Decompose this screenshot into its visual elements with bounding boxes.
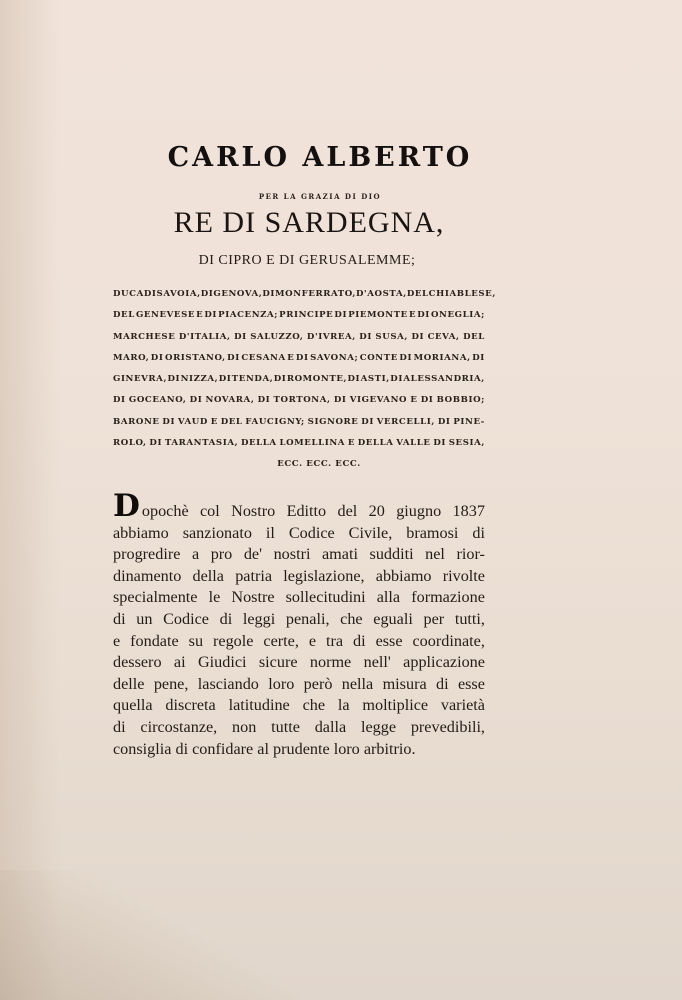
titles-block [113, 284, 496, 476]
body-line: quella discreta latitudine che la moltiplice varietà [113, 696, 485, 715]
body-line: di circostanze, non tutte dalla legge prevedibili, [113, 717, 485, 736]
kingdom-punct: , [435, 206, 445, 239]
body-line: progredire a pro de' nostri amati sudditi nel rior- [113, 545, 485, 564]
body-first-line-text: opochè col Nostro Editto del 20 giugno 1837 [141, 502, 485, 520]
body-line: abbiamo sanzionato il Codice Civile, bramosi di [113, 523, 485, 542]
body-line: specialmente le Nostre sollecitudini alla formazione [113, 588, 485, 607]
body-line: consiglia di confidare al prudente loro arbitrio. [113, 739, 416, 758]
drop-cap: D [113, 488, 140, 524]
secondary-kingdoms: DI CIPRO E DI GERUSALEMME; [198, 253, 416, 268]
page-shadow-bottom [0, 870, 300, 1000]
body-line: dessero ai Giudici sicure norme nell' applicazione [113, 653, 485, 672]
kingdom-title [0, 206, 618, 240]
grace-formula: PER LA GRAZIA DI DIO [258, 192, 382, 201]
body-first-line [113, 488, 485, 524]
titles-line: BARONE DI VAUD E DEL FAUCIGNY; SIGNORE DI VERCELLI, DI PINE- [113, 416, 485, 427]
kingdom-name: RE DI SARDEGNA [173, 206, 436, 239]
titles-line: DUCA DI SAVOIA, DI GENOVA, DI MONFERRATO, D'AOSTA, DEL CHIABLESE, [113, 289, 496, 299]
titles-line: DI GOCEANO, DI NOVARA, DI TORTONA, DI VIGEVANO E DI BOBBIO; [113, 395, 485, 406]
body-line: delle pene, lasciando loro però nella misura di esse [113, 674, 485, 693]
titles-line: MARO, DI ORISTANO, DI CESANA E DI SAVONA; CONTE DI MORIANA, DI [113, 352, 485, 363]
body-line: di un Codice di leggi penali, che eguali per tutti, [113, 609, 485, 628]
drop-cap-line [113, 488, 141, 524]
titles-line: DEL GENEVESE E DI PIACENZA; PRINCIPE DI PIEMONTE E DI ONEGLIA; [113, 310, 485, 321]
body-line: e fondate su regole certe, e tra di esse coordinate, [113, 631, 485, 650]
body-lines [113, 523, 485, 761]
titles-line: GINEVRA, DI NIZZA, DI TENDA, DI ROMONTE, DI ASTI, DI ALESSANDRIA, [113, 374, 485, 385]
body-line: dinamento della patria legislazione, abbiamo rivolte [113, 566, 485, 585]
titles-line: ECC. ECC. ECC. [277, 459, 361, 470]
titles-line: ROLO, DI TARANTASIA, DELLA LOMELLINA E DELLA VALLE DI SESIA, [113, 438, 485, 449]
body-paragraph [113, 488, 485, 760]
sovereign-name: CARLO ALBERTO [167, 142, 473, 173]
titles-line: MARCHESE D'ITALIA, DI SALUZZO, D'IVREA, DI SUSA, DI CEVA, DEL [113, 331, 485, 342]
